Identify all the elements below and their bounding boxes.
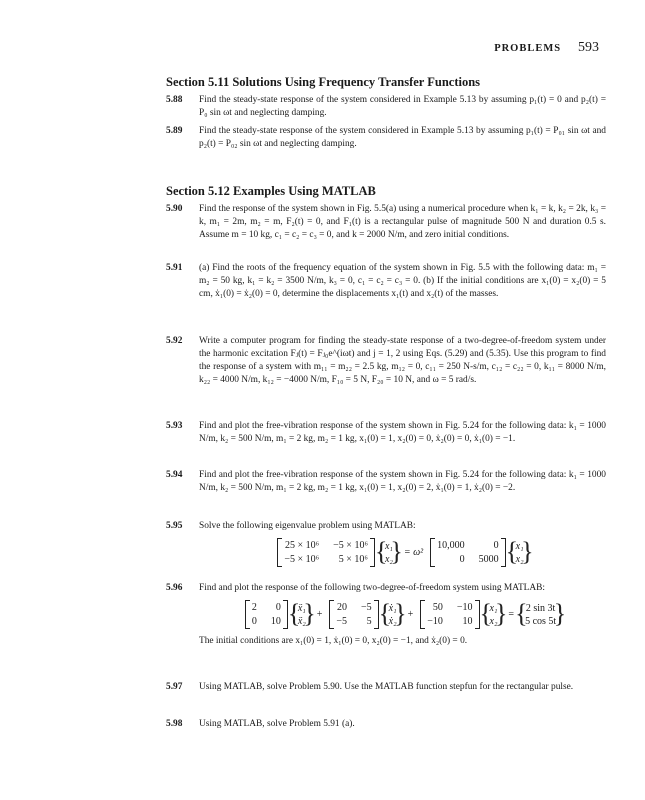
- vector-entry: { 2 sin 3t: [525, 602, 556, 614]
- section-5-12-title: Section 5.12 Examples Using MATLAB: [166, 184, 376, 198]
- problem-text: Using MATLAB, solve Problem 5.90. Use the MATLAB function stepfun for the rectangular pulse.: [199, 682, 574, 692]
- problem-5-89: [166, 125, 606, 151]
- stiffness-matrix: [277, 538, 375, 567]
- problem-number: 5.98: [166, 719, 183, 729]
- matrix-cell: 10: [462, 616, 473, 627]
- equals-omega-squared: = ω²: [403, 547, 424, 558]
- plus-sign: +: [316, 609, 323, 620]
- vector-entry: { x₁: [384, 540, 393, 552]
- vector-entry: ẋ₂: [388, 615, 397, 627]
- matrix-cell: 0: [493, 540, 499, 551]
- eigenvalue-equation: [199, 538, 606, 567]
- vector-entry: x₂: [489, 615, 498, 627]
- displacement-vector: [380, 540, 398, 566]
- vector-entry: { ẍ₁: [297, 602, 306, 614]
- matrix-cell: 0: [275, 602, 281, 613]
- matrix-cell: 10: [270, 616, 281, 627]
- problem-text: Find and plot the free-vibration response of the system shown in Fig. 5.24 for the following data: k₁ = 1000 N/m, k₂ = 500 N/m, m₁ = 2 kg, m₂ = 1 kg, x₁(0) = 1, x₂(0) = 0, ẋ₂(0) = 0, ẋ₁(0) = −1.: [199, 421, 606, 444]
- problem-number: 5.96: [166, 583, 183, 593]
- problem-5-93: [166, 420, 606, 446]
- problem-number: 5.97: [166, 682, 183, 692]
- velocity-vector: [384, 602, 402, 628]
- problem-5-88: [166, 94, 606, 120]
- problem-number: 5.94: [166, 470, 183, 480]
- matrix-cell: 0: [459, 554, 465, 565]
- matrix-cell: 2: [251, 602, 257, 613]
- initial-conditions-text: The initial conditions are x₁(0) = 1, ẋ₁(0) = 0, x₂(0) = −1, and ẋ₂(0) = 0.: [199, 636, 468, 646]
- problem-text: Find the response of the system shown in Fig. 5.5(a) using a numerical procedure when k₁ = k, k₂ = 2k, k₃ = k, m₁ = 2m, m₂ = m, F₂(t) = 0, and F₁(t) is a rectangular pulse of magnitude 500 N and duration 0.5 s. Assume m = 10 kg, c₁ = c₂ = c₃ = 0, and k = 2000 N/m, and zero initial conditions.: [199, 204, 606, 240]
- matrix-cell: 20: [337, 602, 348, 613]
- problem-5-98: [166, 718, 606, 731]
- matrix-cell: −5 × 10⁶: [284, 554, 320, 565]
- problem-number: 5.95: [166, 521, 183, 531]
- matrix-cell: 5 × 10⁶: [338, 554, 368, 565]
- problem-text: Find and plot the response of the following two-degree-of-freedom system using MATLAB:: [199, 583, 546, 593]
- matrix-cell: 5000: [478, 554, 499, 565]
- problem-5-90: [166, 203, 606, 242]
- problem-text: Find and plot the free-vibration response of the system shown in Fig. 5.24 for the following data: k₁ = 1000 N/m, k₂ = 500 N/m, m₁ = 2 kg, m₂ = 1 kg, x₁(0) = 1, x₂(0) = 2, ẋ₁(0) = 1, ẋ₂(0) = −2.: [199, 470, 606, 493]
- vector-entry: x₂: [515, 553, 524, 565]
- mass-matrix: [245, 600, 288, 629]
- problem-5-94: [166, 469, 606, 495]
- damping-matrix: [329, 600, 378, 629]
- page-number: 593: [578, 40, 599, 55]
- matrix-cell: −5: [361, 602, 372, 613]
- problem-text: Find the steady-state response of the system considered in Example 5.13 by assuming p₁(t) = P₀₁ sin ωt and p₂(t) = P₀₂ sin ωt and neglecting damping.: [199, 126, 606, 149]
- equals-sign: =: [508, 609, 515, 620]
- matrix-cell: 50: [432, 602, 443, 613]
- problem-5-96: [166, 582, 606, 648]
- matrix-cell: −5: [336, 616, 348, 627]
- stiffness-matrix: [420, 600, 479, 629]
- problem-5-92: [166, 335, 606, 387]
- problem-number: 5.93: [166, 421, 183, 431]
- vector-entry: { x₁: [489, 602, 498, 614]
- matrix-cell: 10,000: [437, 540, 465, 551]
- vector-entry: ẍ₂: [297, 615, 306, 627]
- vector-entry: x₂: [384, 553, 393, 565]
- problem-number: 5.89: [166, 126, 183, 136]
- section-5-11-title: Section 5.11 Solutions Using Frequency Transfer Functions: [166, 75, 481, 89]
- problem-number: 5.92: [166, 336, 183, 346]
- equation-of-motion: [199, 600, 606, 629]
- vector-entry: { ẋ₁: [388, 602, 397, 614]
- problem-text: Write a computer program for finding the steady-state response of a two-degree-of-freedom system under the harmonic excitation Fⱼ(t) = Fⱼ₀e^(iωt) and j = 1, 2 using Eqs. (5.29) and (5.35). Use this program to find the response of a system with m₁₁ = m₂₂ = 2.5 kg, m₁₂ = 0, c₁₁ = 250 N-s/m, c₁₂ = c₂₂ = 0, k₁₁ = 8000 N/m, k₂₂ = 4000 N/m, k₁₂ = −4000 N/m, F₁₀ = 5 N, F₂₀ = 10 N, and ω = 5 rad/s.: [199, 336, 606, 385]
- matrix-cell: −10: [456, 602, 473, 613]
- vector-entry: 5 cos 5t: [525, 615, 557, 627]
- matrix-cell: −5 × 10⁶: [333, 540, 368, 551]
- problem-text: Using MATLAB, solve Problem 5.91 (a).: [199, 719, 355, 729]
- matrix-cell: −10: [427, 616, 443, 627]
- vector-entry: { x₁: [515, 540, 524, 552]
- running-head: [494, 40, 599, 56]
- force-vector: [520, 602, 561, 628]
- displacement-vector: [485, 602, 503, 628]
- mass-matrix: [430, 538, 506, 567]
- displacement-vector: [511, 540, 529, 566]
- problem-text: Find the steady-state response of the system considered in Example 5.13 by assuming p₁(t) = 0 and p₂(t) = P₀ sin ωt and neglecting damping.: [199, 95, 606, 118]
- problem-5-91: [166, 262, 606, 301]
- problem-text: Solve the following eigenvalue problem using MATLAB:: [199, 521, 416, 531]
- matrix-cell: 5: [366, 616, 372, 627]
- acceleration-vector: [293, 602, 311, 628]
- problem-5-97: [166, 681, 606, 694]
- problem-number: 5.90: [166, 204, 183, 214]
- plus-sign: +: [407, 609, 414, 620]
- problem-5-95: [166, 520, 606, 573]
- problem-text: (a) Find the roots of the frequency equation of the system shown in Fig. 5.5 with the following data: m₁ = m₂ = 50 kg, k₁ = k₂ = 3500 N/m, k₃ = 0, c₁ = c₂ = c₃ = 0. (b) If the initial conditions are x₁(0) = x₂(0) = 5 cm, ẋ₁(0) = ẋ₂(0) = 0, determine the displacements x₁(t) and x₂(t) of the masses.: [199, 263, 606, 299]
- running-head-title: PROBLEMS: [494, 43, 562, 54]
- matrix-cell: 0: [251, 616, 257, 627]
- matrix-cell: 25 × 10⁶: [285, 540, 320, 551]
- problem-number: 5.88: [166, 95, 183, 105]
- problem-number: 5.91: [166, 263, 183, 273]
